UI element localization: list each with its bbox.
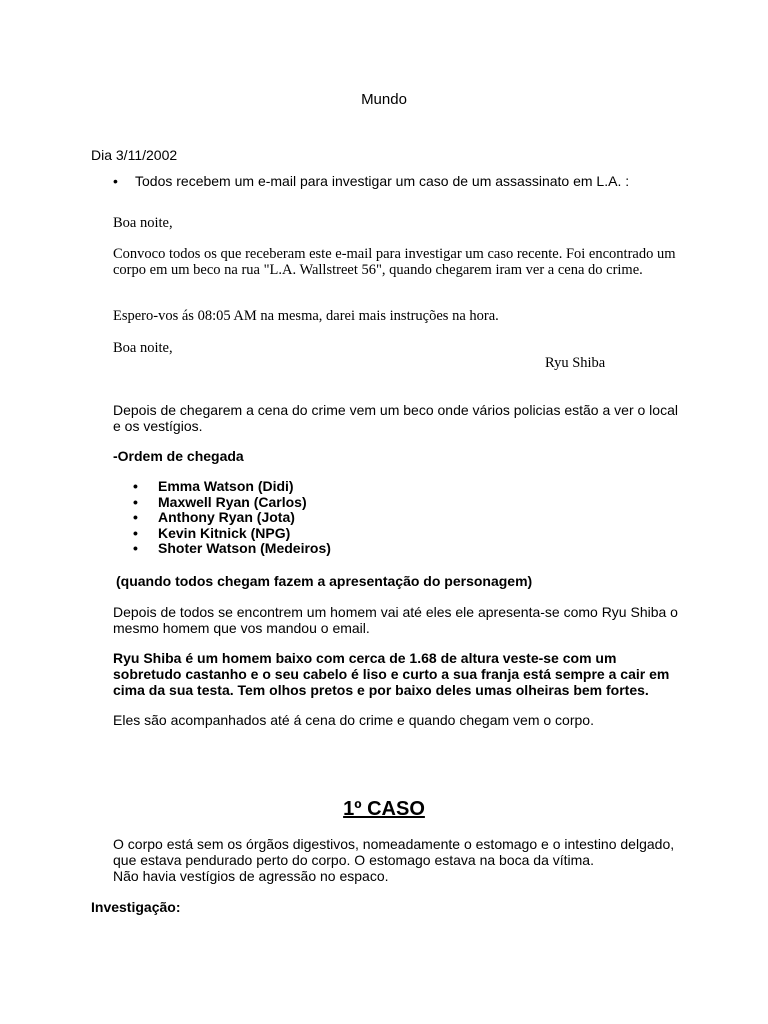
email-body: Convoco todos os que receberam este e-mail para investigar um caso recente. Foi encontrado um corpo em um beco na rua "L.A. Wallstreet 56", quando chegarem iram ver a cena do crime. [113, 246, 676, 278]
list-item [113, 541, 331, 557]
paragraph-case [113, 836, 693, 884]
list-item [113, 526, 331, 542]
case-line: O corpo está sem os órgãos digestivos, nomeadamente o estomago e o intestino delgado, [113, 836, 675, 852]
list-item [113, 495, 331, 511]
bullet-text: Todos recebem um e-mail para investigar um caso de um assassinato em L.A. : [135, 173, 630, 189]
email-body-instructions: Espero-vos ás 08:05 AM na mesma, darei mais instruções na hora. [113, 308, 499, 324]
paragraph-presentation: (quando todos chegam fazem a apresentação do personagem) [116, 573, 533, 589]
case-line: que estava pendurado perto do corpo. O estomago estava na boca da vítima. [113, 852, 594, 868]
bullet-dot-icon: • [133, 493, 138, 510]
list-item [113, 479, 331, 495]
document-title: Mundo [361, 91, 407, 108]
paragraph-meet: Depois de todos se encontrem um homem vai até eles ele apresenta-se como Ryu Shiba o mesmo homem que vos mandou o email. [113, 604, 678, 636]
investigation-label: Investigação: [91, 899, 181, 915]
ordem-heading: -Ordem de chegada [113, 448, 244, 464]
list-item-text: Emma Watson (Didi) [158, 478, 294, 494]
paragraph-description: Ryu Shiba é um homem baixo com cerca de 1.68 de altura veste-se com um sobretudo castanho e o seu cabelo é liso e curto a sua franja está sempre a cair em cima da sua testa. Tem olhos pretos e por baixo deles umas olheiras bem fortes. [113, 650, 670, 698]
case-heading: 1º CASO [343, 798, 425, 820]
paragraph-escort: Eles são acompanhados até á cena do crime e quando chegam vem o corpo. [113, 712, 594, 728]
case-line: Não havia vestígios de agressão no espaco. [113, 868, 389, 884]
bullet-dot-icon: • [113, 173, 118, 189]
date-line: Dia 3/11/2002 [91, 147, 178, 163]
list-item-text: Anthony Ryan (Jota) [158, 509, 295, 525]
arrival-list [113, 479, 331, 557]
bullet-dot-icon: • [133, 540, 138, 556]
bullet-item [113, 173, 629, 189]
bullet-dot-icon: • [133, 509, 138, 525]
paragraph-arrival: Depois de chegarem a cena do crime vem um beco onde vários policias estão a ver o local e os vestígios. [113, 402, 678, 434]
list-item-text: Shoter Watson (Medeiros) [158, 540, 331, 556]
email-greeting: Boa noite, [113, 215, 173, 231]
email-signature: Ryu Shiba [545, 355, 606, 371]
list-item [113, 510, 331, 526]
bullet-dot-icon: • [133, 524, 138, 541]
email-closing: Boa noite, [113, 340, 173, 356]
list-item-text: Kevin Kitnick (NPG) [158, 524, 291, 541]
bullet-dot-icon: • [133, 478, 138, 494]
list-item-text: Maxwell Ryan (Carlos) [158, 493, 307, 510]
